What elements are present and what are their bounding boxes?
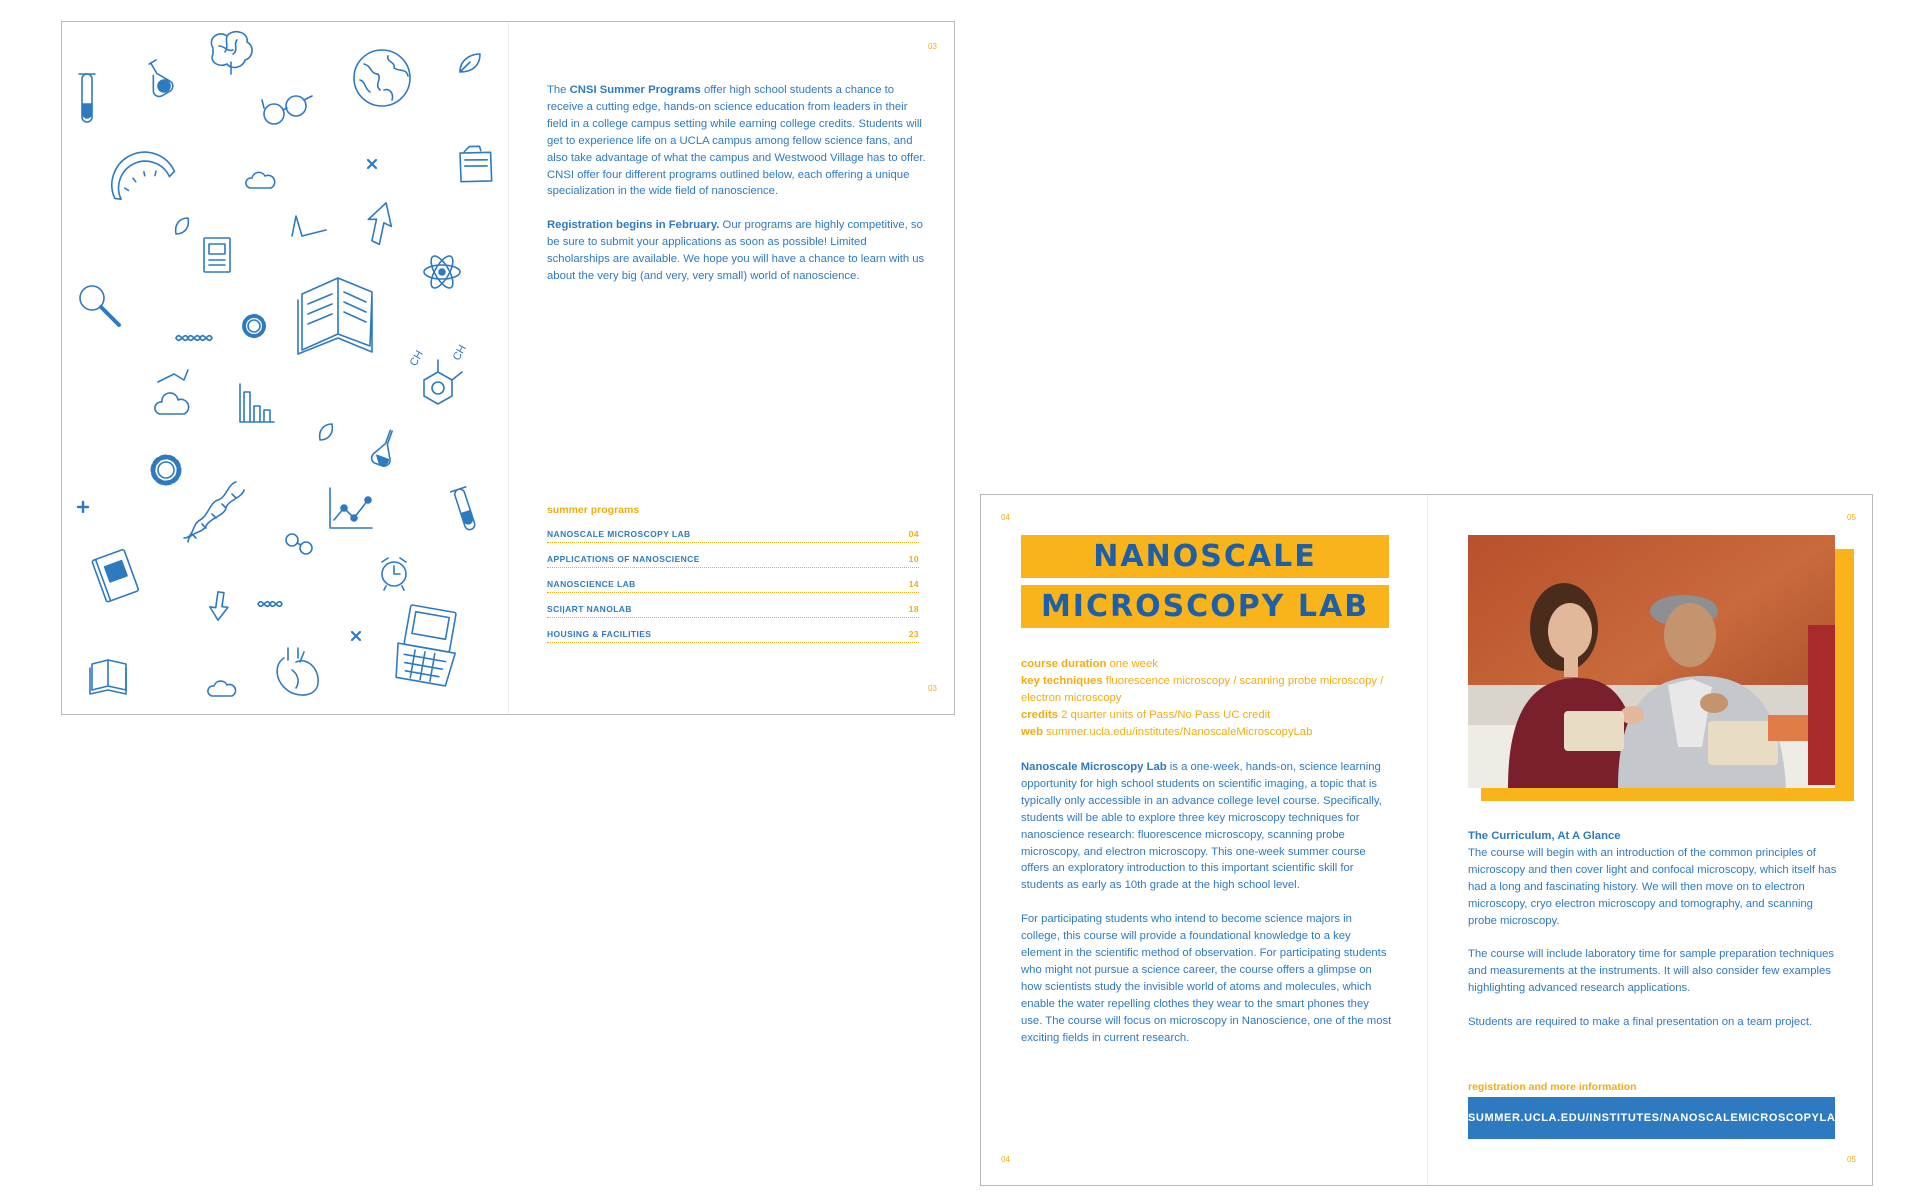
meta-techniques: key techniques fluorescence microscopy / scanning probe microscopy / electron microscopy <box>1021 675 1384 704</box>
line-chart-icon <box>330 488 372 528</box>
dna-icon <box>258 602 282 607</box>
bar-chart-icon <box>240 384 274 422</box>
toc-page: 10 <box>908 554 919 564</box>
arrow-up-icon <box>364 200 396 246</box>
leaf-icon <box>460 54 480 72</box>
dna-icon <box>176 336 212 341</box>
toc-item-applications[interactable] <box>547 553 919 568</box>
course-meta <box>1021 656 1393 741</box>
gear-icon <box>153 457 179 483</box>
title-banner-line-2: MICROSCOPY LAB <box>1021 585 1389 628</box>
open-book-icon <box>90 660 126 694</box>
toc-item-nanoscience-lab[interactable] <box>547 578 919 593</box>
atom-icon <box>424 253 460 291</box>
protractor-icon <box>106 146 178 200</box>
brochure-spread-1 <box>61 21 955 715</box>
folder-icon <box>455 143 497 187</box>
graph-line-icon <box>158 370 188 382</box>
spread-fold <box>508 22 509 714</box>
intro-paragraph-2: Registration begins in February. Our programs are highly competitive, so be sure to submit your applications as soon as possible! Limited scholarships are available. We hope you will have a chance to learn with us about the very big (and very, very small) world of nanoscience. <box>547 219 925 283</box>
toc-page: 04 <box>908 529 919 539</box>
test-tube-icon <box>79 74 95 122</box>
toc-label: HOUSING & FACILITIES <box>547 629 652 639</box>
toc-label: NANOSCALE MICROSCOPY LAB <box>547 529 691 539</box>
page-number-bottom: 03 <box>928 684 937 693</box>
toc-page: 18 <box>908 604 919 614</box>
open-book-icon <box>298 278 372 354</box>
curriculum-paragraph-1: The course will begin with an introduction of the common principles of microscopy and then cover light and confocal microscopy, which itself has had a long and fascinating history. We will then move on to electron microscopy, cryo electron microscopy and tomography, and scanning probe microscopy. <box>1468 846 1837 927</box>
toc-page: 14 <box>908 579 919 589</box>
toc-label: NANOSCIENCE LAB <box>547 579 636 589</box>
flask-icon <box>140 59 175 99</box>
registration-url-button[interactable]: SUMMER.UCLA.EDU/INSTITUTES/NANOSCALEMICROSCOPYLAB <box>1468 1097 1835 1139</box>
title-banner-line-1: NANOSCALE <box>1021 535 1389 578</box>
brain-icon <box>211 32 252 74</box>
plus-icon <box>78 502 88 512</box>
gear-icon <box>244 316 264 336</box>
alarm-clock-icon <box>382 558 406 590</box>
meta-credits: credits 2 quarter units of Pass/No Pass UC credit <box>1021 709 1271 721</box>
registration-label: registration and more information <box>1468 1081 1637 1093</box>
glasses-icon <box>286 534 312 554</box>
page-number-top: 03 <box>928 42 937 51</box>
leaf-icon <box>176 218 189 234</box>
dna-icon <box>184 482 244 542</box>
intro-paragraph-1: The CNSI Summer Programs offer high school students a chance to receive a cutting edge, hands-on science education from leaders in their field in a college campus setting while earning college credits. Students will get to experience life on a UCLA campus among fellow science fans, and also take advantage of what the campus and Westwood Village has to offer. CNSI offer four different programs outlined below, each offering a unique specialization in the wide field of nanoscience. <box>547 84 926 198</box>
curriculum-paragraph-2: The course will include laboratory time for sample preparation techniques and measurements at the instruments. It will also consider few examples highlighting advanced research applications. <box>1468 948 1835 995</box>
magnifier-icon <box>80 286 119 325</box>
heart-icon <box>277 648 318 695</box>
toc-label: APPLICATIONS OF NANOSCIENCE <box>547 554 700 564</box>
leaf-icon <box>320 424 333 440</box>
page-number-right-bottom: 05 <box>1847 1155 1856 1164</box>
science-icon-pattern <box>62 22 508 714</box>
curriculum-title: The Curriculum, At A Glance <box>1468 830 1621 842</box>
intro-text <box>547 82 927 285</box>
curriculum-paragraph-3: Students are required to make a final presentation on a team project. <box>1468 1016 1813 1029</box>
students-lab-photo <box>1468 535 1835 788</box>
curriculum-section <box>1468 828 1840 1031</box>
svg-text:CH: CH <box>407 348 427 369</box>
description-paragraph-1: Nanoscale Microscopy Lab is a one-week, hands-on, science learning opportunity for high school students on scientific imaging, a topic that is typically only accessible in an advance college level course. Specifically, students will be able to explore three key microscopy techniques for nanoscience research: fluorescence microscopy, scanning probe microscopy, and electron microscopy. This one-week summer course offers an exploratory introduction to this important scientific skill for students as early as 10th grade at the high school level. <box>1021 761 1382 892</box>
toc-item-sciart[interactable] <box>547 603 919 618</box>
page-number-left-top: 04 <box>1001 513 1010 522</box>
toc-item-housing[interactable] <box>547 628 919 643</box>
spread-fold <box>1427 495 1428 1185</box>
molecule-icon <box>408 343 469 404</box>
table-of-contents <box>547 504 919 664</box>
book-icon <box>204 238 230 272</box>
test-tube-icon <box>451 487 479 532</box>
toc-label: SCI|ART NANOLAB <box>547 604 632 614</box>
page-number-left-bottom: 04 <box>1001 1155 1010 1164</box>
cloud-icon <box>208 681 236 696</box>
meta-duration: course duration one week <box>1021 658 1158 670</box>
brochure-spread-2 <box>980 494 1873 1186</box>
arrow-down-icon <box>208 591 230 621</box>
page-number-right-top: 05 <box>1847 513 1856 522</box>
toc-title: summer programs <box>547 504 640 516</box>
plus-icon <box>368 160 376 168</box>
globe-icon <box>354 50 410 106</box>
graph-line-icon <box>292 216 326 236</box>
cloud-icon <box>246 172 275 188</box>
course-description <box>1021 759 1393 1047</box>
flask-icon <box>370 428 400 468</box>
cloud-icon <box>155 393 189 414</box>
glasses-icon <box>262 96 312 124</box>
description-paragraph-2: For participating students who intend to become science majors in college, this course will provide a foundational knowledge to a key element in the scientific method of observation. For participating students who might not pursue a science career, the course offers a glimpse on how scientists study the invisible world of atoms and molecules, which enable the water repelling clothes they wear to the smart phones they use. The course will focus on microscopy in Nanoscience, one of the most exciting fields in current research. <box>1021 913 1392 1044</box>
plus-icon <box>352 632 360 640</box>
toc-page: 23 <box>908 629 919 639</box>
meta-web[interactable]: web summer.ucla.edu/institutes/NanoscaleMicroscopyLab <box>1021 726 1313 738</box>
notebook-icon <box>92 549 139 602</box>
laptop-icon <box>392 604 462 687</box>
svg-text:CH: CH <box>450 342 470 363</box>
toc-item-nanoscale[interactable] <box>547 528 919 543</box>
